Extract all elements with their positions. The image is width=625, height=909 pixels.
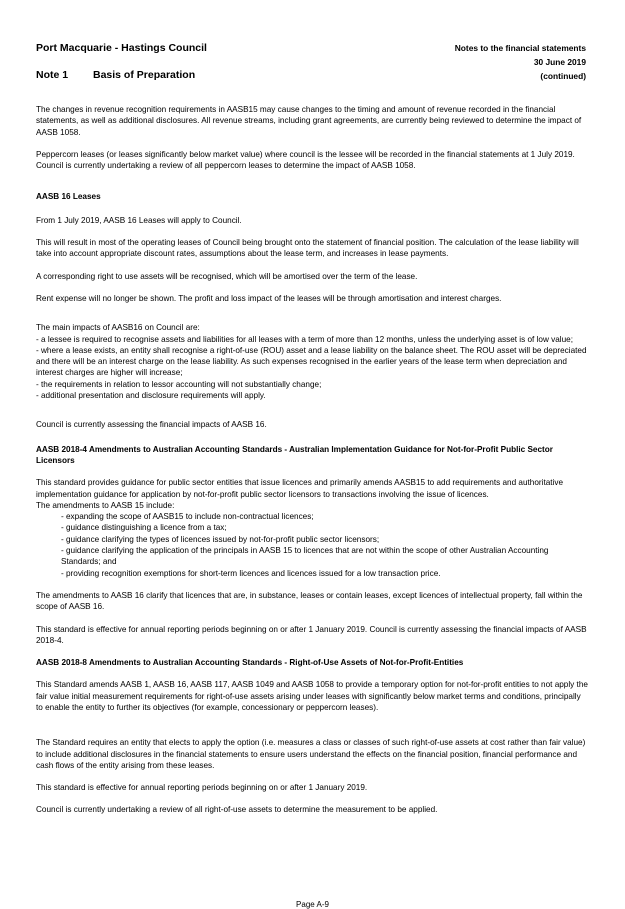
paragraph: Council is currently assessing the financial impacts of AASB 16. bbox=[36, 420, 267, 430]
note-title: Basis of Preparation bbox=[93, 69, 196, 81]
continued-label: (continued) bbox=[540, 70, 586, 81]
list-item: - guidance clarifying the application of the principals in AASB 15 to licences that are not within the scope of other Australian Accounting Standards; and bbox=[61, 546, 549, 567]
paragraph: The Standard requires an entity that elects to apply the option (i.e. measures a class or classes of such right-of-use assets at cost rather than fair value) to include additional disclosures in the financial statements to ensure users understand the effects on the financial position, financial performance and cash flows of the entity arising from these leases. bbox=[36, 738, 586, 770]
list-item: - guidance distinguishing a licence from a tax; bbox=[61, 523, 227, 533]
report-date: 30 June 2019 bbox=[533, 56, 586, 67]
list-item: - guidance clarifying the types of licences issued by not-for-profit public sector licensors; bbox=[61, 534, 380, 544]
list-item: - a lessee is required to recognise assets and liabilities for all leases with a term of more than 12 months, unless the underlying asset is of low value; bbox=[36, 334, 574, 344]
note-number: Note 1 bbox=[36, 69, 69, 81]
paragraph: This will result in most of the operating leases of Council being brought onto the statement of financial position. The calculation of the lease liability will take into account appropriate discount rates, assumptions about the lease term, and increases in lease payments. bbox=[36, 238, 579, 259]
paragraph: The amendments to AASB 16 clarify that licences that are, in substance, leases or contain leases, except licences of intellectual property, fall within the scope of AASB 16. bbox=[36, 590, 583, 612]
paragraph: A corresponding right to use assets will be recognised, which will be amortised over the term of the lease. bbox=[36, 271, 418, 281]
section-heading-aasb2018-4: AASB 2018-4 Amendments to Australian Accounting Standards - Australian Implementation Guidance for Not-for-Profit Public Sector Licensors bbox=[36, 444, 553, 465]
paragraph: This standard is effective for annual reporting periods beginning on or after 1 January 2019. bbox=[36, 783, 368, 793]
list-item: - where a lease exists, an entity shall recognise a right-of-use (ROU) asset and a lease liability on the balance sheet. The ROU asset will be depreciated and there will be an interest charge on the lease liability. As such expenses recognised in the earlier years of the lease term when depreciation and interest charges are higher will increase; bbox=[36, 345, 587, 378]
paragraph: The changes in revenue recognition requirements in AASB15 may cause changes to the timing and amount of revenue recorded in the financial statements, as well as additional disclosures. All revenue streams, including grant agreements, are currently being reviewed to determine the impact of AASB 1058. bbox=[36, 105, 582, 137]
paragraph: Rent expense will no longer be shown. The profit and loss impact of the leases will be through amortisation and interest charges. bbox=[36, 293, 502, 303]
list-item: - providing recognition exemptions for short-term licences and licences issued for a low transaction price. bbox=[61, 568, 441, 578]
list-intro: The main impacts of AASB16 on Council are: bbox=[36, 323, 200, 333]
section-heading-aasb2018-8: AASB 2018-8 Amendments to Australian Accounting Standards - Right-of-Use Assets of Not-for-Profit-Entities bbox=[36, 658, 464, 668]
document-body bbox=[36, 104, 588, 816]
paragraph: This standard is effective for annual reporting periods beginning on or after 1 January 2019. Council is currently assessing the financial impacts of AASB 2018-4. bbox=[36, 624, 587, 645]
note-heading bbox=[36, 69, 195, 81]
paragraph: Peppercorn leases (or leases significantly below market value) where council is the lessee will be recorded in the financial statements at 1 July 2019. Council is currently undertaking a review of all peppercorn leases to determine the impact of AASB 1058. bbox=[36, 149, 575, 171]
list-item: - the requirements in relation to lessor accounting will not substantially change; bbox=[36, 379, 322, 389]
paragraph: This standard provides guidance for public sector entities that issue licences and primarily amends AASB15 to add requirements and authoritative implementation guidance for application by not-for-profit public sector licensors to transactions involving the issue of licences. bbox=[36, 478, 564, 499]
paragraph: Council is currently undertaking a review of all right-of-use assets to determine the measurement to be applied. bbox=[36, 805, 438, 815]
section-title: Notes to the financial statements bbox=[454, 43, 586, 53]
section-heading-aasb16: AASB 16 Leases bbox=[36, 192, 101, 202]
list-intro: The amendments to AASB 15 include: bbox=[36, 500, 175, 510]
list-item: - additional presentation and disclosure requirements will apply. bbox=[36, 391, 266, 401]
list-item: - expanding the scope of AASB15 to include non-contractual licences; bbox=[61, 512, 314, 522]
paragraph: This Standard amends AASB 1, AASB 16, AASB 117, AASB 1049 and AASB 1058 to provide a temporary option for not-for-profit entities to not apply the fair value initial measurement requirements for right-of-use assets arising under leases with significantly below market terms and conditions, principally to enable the entity to further its objectives (for example, concessionary or peppercorn leases). bbox=[36, 680, 588, 712]
paragraph: From 1 July 2019, AASB 16 Leases will apply to Council. bbox=[36, 215, 242, 225]
header-right-block bbox=[455, 42, 586, 83]
organisation-name: Port Macquarie - Hastings Council bbox=[36, 42, 207, 54]
page-number: Page A-9 bbox=[296, 900, 329, 909]
